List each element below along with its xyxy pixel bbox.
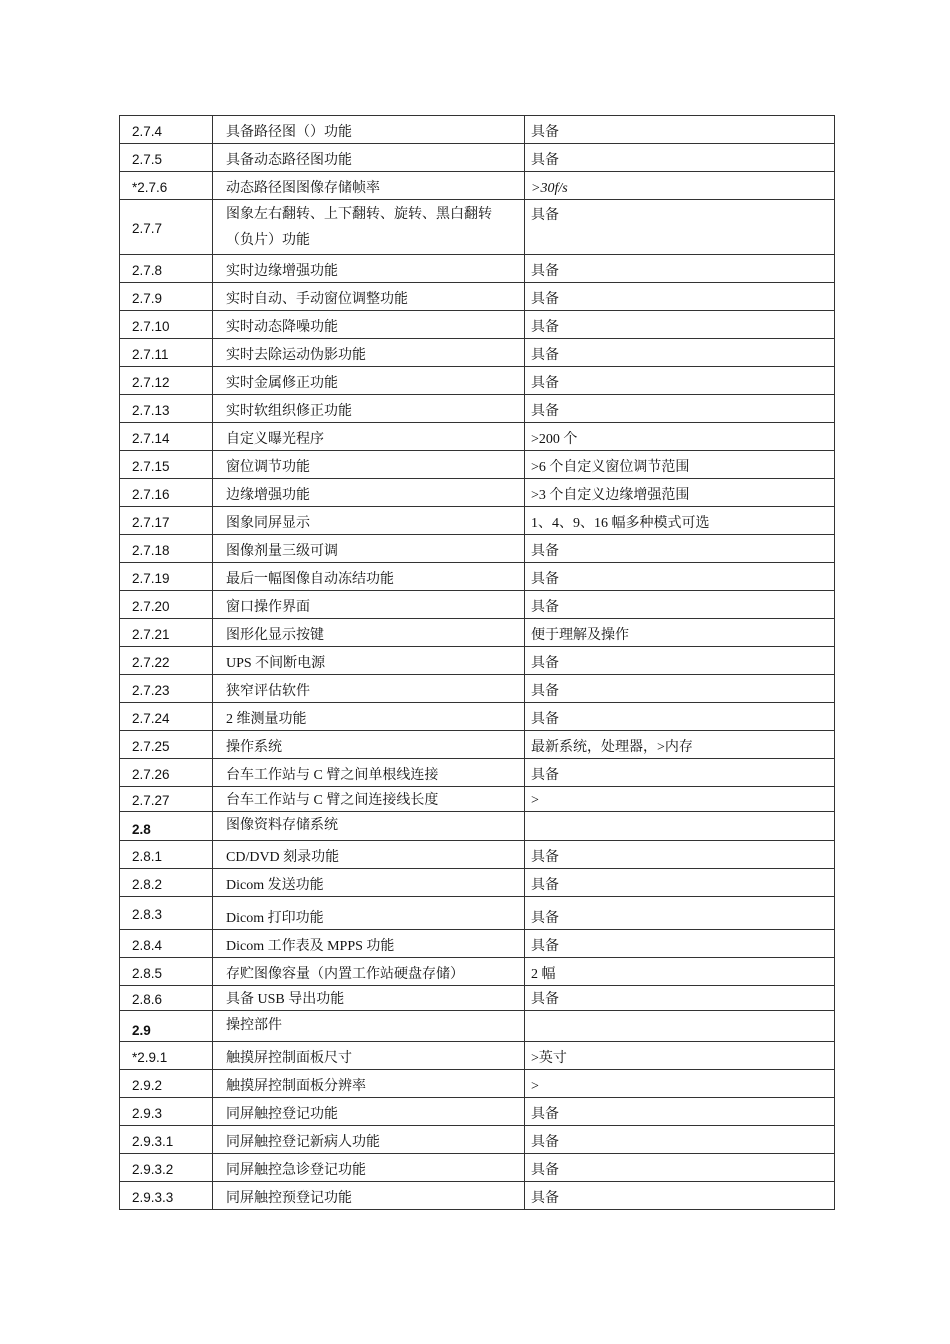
row-item: 2 维测量功能: [213, 703, 525, 731]
row-number: 2.7.9: [120, 283, 213, 311]
row-number: 2.9.3: [120, 1098, 213, 1126]
row-item: 存贮图像容量（内置工作站硬盘存储）: [213, 958, 525, 986]
row-item: CD/DVD 刻录功能: [213, 841, 525, 869]
row-item: 同屏触控预登记功能: [213, 1182, 525, 1210]
table-row: [120, 172, 835, 200]
table-row: [120, 116, 835, 144]
row-spec: 2 幅: [525, 958, 835, 986]
row-item: 实时软组织修正功能: [213, 395, 525, 423]
row-item: Dicom 工作表及 MPPS 功能: [213, 930, 525, 958]
row-number: 2.7.13: [120, 395, 213, 423]
row-item: 狭窄评估软件: [213, 675, 525, 703]
row-item: 台车工作站与 C 臂之间连接线长度: [213, 787, 525, 812]
row-number: 2.7.25: [120, 731, 213, 759]
row-number: 2.7.4: [120, 116, 213, 144]
row-spec: 具备: [525, 869, 835, 897]
table-row: [120, 1098, 835, 1126]
row-item: 具备路径图（）功能: [213, 116, 525, 144]
row-item: 实时自动、手动窗位调整功能: [213, 283, 525, 311]
row-spec: 具备: [525, 759, 835, 787]
row-item: 具备动态路径图功能: [213, 144, 525, 172]
table-row: [120, 200, 835, 255]
row-item: 自定义曝光程序: [213, 423, 525, 451]
row-spec: 具备: [525, 535, 835, 563]
table-row: [120, 787, 835, 812]
row-number: 2.8.2: [120, 869, 213, 897]
row-spec: >: [525, 1070, 835, 1098]
row-item: 图象同屏显示: [213, 507, 525, 535]
table-row: [120, 759, 835, 787]
row-spec: 具备: [525, 367, 835, 395]
table-row: [120, 986, 835, 1011]
row-spec: >3 个自定义边缘增强范围: [525, 479, 835, 507]
row-spec: 具备: [525, 930, 835, 958]
row-spec: 具备: [525, 200, 835, 255]
row-spec: 具备: [525, 144, 835, 172]
row-spec: 具备: [525, 647, 835, 675]
row-number: *2.9.1: [120, 1042, 213, 1070]
row-number: 2.8: [120, 812, 213, 841]
row-spec: 具备: [525, 1154, 835, 1182]
row-item: 图形化显示按键: [213, 619, 525, 647]
row-item: 最后一幅图像自动冻结功能: [213, 563, 525, 591]
table-row: [120, 507, 835, 535]
row-spec: 具备: [525, 563, 835, 591]
table-row: [120, 675, 835, 703]
row-number: 2.7.27: [120, 787, 213, 812]
table-row: [120, 731, 835, 759]
row-number: 2.7.20: [120, 591, 213, 619]
row-number: 2.7.15: [120, 451, 213, 479]
row-spec: 便于理解及操作: [525, 619, 835, 647]
row-number: 2.7.10: [120, 311, 213, 339]
row-number: 2.7.5: [120, 144, 213, 172]
table-row: [120, 479, 835, 507]
row-number: 2.7.11: [120, 339, 213, 367]
row-number: 2.7.7: [120, 200, 213, 255]
spec-table: [119, 115, 835, 1210]
table-row: [120, 1154, 835, 1182]
table-row: [120, 563, 835, 591]
row-item: 触摸屏控制面板尺寸: [213, 1042, 525, 1070]
row-number: 2.7.14: [120, 423, 213, 451]
row-item: 动态路径图图像存储帧率: [213, 172, 525, 200]
table-row: [120, 283, 835, 311]
row-number: 2.9.2: [120, 1070, 213, 1098]
table-row: [120, 1182, 835, 1210]
row-spec: [525, 1011, 835, 1042]
row-number: 2.9.3.2: [120, 1154, 213, 1182]
row-spec: 具备: [525, 841, 835, 869]
row-number: 2.7.17: [120, 507, 213, 535]
row-spec: >: [525, 787, 835, 812]
row-number: 2.8.4: [120, 930, 213, 958]
row-spec: 具备: [525, 703, 835, 731]
row-number: 2.8.5: [120, 958, 213, 986]
row-number: *2.7.6: [120, 172, 213, 200]
row-item: 具备 USB 导出功能: [213, 986, 525, 1011]
row-spec: 具备: [525, 591, 835, 619]
table-row: [120, 930, 835, 958]
row-number: 2.7.22: [120, 647, 213, 675]
table-row: [120, 535, 835, 563]
row-spec: >200 个: [525, 423, 835, 451]
row-spec: 具备: [525, 255, 835, 283]
row-spec: 具备: [525, 283, 835, 311]
row-item: 图象左右翻转、上下翻转、旋转、黑白翻转（负片）功能: [213, 200, 525, 255]
row-number: 2.7.19: [120, 563, 213, 591]
table-row: [120, 897, 835, 930]
table-row: [120, 367, 835, 395]
row-item: 实时动态降噪功能: [213, 311, 525, 339]
row-spec: 具备: [525, 986, 835, 1011]
row-item: 实时去除运动伪影功能: [213, 339, 525, 367]
row-number: 2.9.3.3: [120, 1182, 213, 1210]
row-number: 2.7.23: [120, 675, 213, 703]
row-spec: 具备: [525, 1182, 835, 1210]
row-item: 边缘增强功能: [213, 479, 525, 507]
row-spec: 具备: [525, 675, 835, 703]
table-row: [120, 339, 835, 367]
table-row: [120, 841, 835, 869]
row-spec: 具备: [525, 339, 835, 367]
row-number: 2.7.12: [120, 367, 213, 395]
spec-table-body: [120, 116, 835, 1210]
row-spec: 具备: [525, 897, 835, 930]
row-spec: >30f/s: [525, 172, 835, 200]
table-row: [120, 1126, 835, 1154]
row-spec: >6 个自定义窗位调节范围: [525, 451, 835, 479]
row-item: 操作系统: [213, 731, 525, 759]
table-row: [120, 1070, 835, 1098]
row-number: 2.7.21: [120, 619, 213, 647]
row-item: 图像资料存储系统: [213, 812, 525, 841]
row-item: 窗位调节功能: [213, 451, 525, 479]
row-number: 2.8.6: [120, 986, 213, 1011]
row-spec: 具备: [525, 1098, 835, 1126]
row-item: 操控部件: [213, 1011, 525, 1042]
table-row: [120, 144, 835, 172]
row-number: 2.7.26: [120, 759, 213, 787]
row-item: Dicom 发送功能: [213, 869, 525, 897]
row-item: 同屏触控登记功能: [213, 1098, 525, 1126]
row-number: 2.9.3.1: [120, 1126, 213, 1154]
table-row: [120, 1011, 835, 1042]
table-row: [120, 647, 835, 675]
row-spec: 具备: [525, 395, 835, 423]
table-row: [120, 451, 835, 479]
row-item: Dicom 打印功能: [213, 897, 525, 930]
row-spec: 具备: [525, 311, 835, 339]
row-number: 2.7.18: [120, 535, 213, 563]
row-item: 台车工作站与 C 臂之间单根线连接: [213, 759, 525, 787]
table-row: [120, 423, 835, 451]
row-number: 2.8.3: [120, 897, 213, 930]
table-row: [120, 591, 835, 619]
row-item: UPS 不间断电源: [213, 647, 525, 675]
row-item: 同屏触控急诊登记功能: [213, 1154, 525, 1182]
row-number: 2.8.1: [120, 841, 213, 869]
row-spec: 1、4、9、16 幅多种模式可选: [525, 507, 835, 535]
row-spec: 具备: [525, 1126, 835, 1154]
row-spec: >英寸: [525, 1042, 835, 1070]
table-row: [120, 812, 835, 841]
table-row: [120, 311, 835, 339]
table-row: [120, 1042, 835, 1070]
table-row: [120, 619, 835, 647]
row-item: 实时金属修正功能: [213, 367, 525, 395]
row-spec: 具备: [525, 116, 835, 144]
row-item: 图像剂量三级可调: [213, 535, 525, 563]
table-row: [120, 395, 835, 423]
row-number: 2.9: [120, 1011, 213, 1042]
row-item: 触摸屏控制面板分辨率: [213, 1070, 525, 1098]
row-item: 同屏触控登记新病人功能: [213, 1126, 525, 1154]
row-spec: 最新系统，处理器，>内存: [525, 731, 835, 759]
row-item: 窗口操作界面: [213, 591, 525, 619]
row-number: 2.7.8: [120, 255, 213, 283]
table-row: [120, 703, 835, 731]
table-row: [120, 255, 835, 283]
row-number: 2.7.16: [120, 479, 213, 507]
table-row: [120, 869, 835, 897]
row-spec: [525, 812, 835, 841]
row-number: 2.7.24: [120, 703, 213, 731]
row-item: 实时边缘增强功能: [213, 255, 525, 283]
table-row: [120, 958, 835, 986]
